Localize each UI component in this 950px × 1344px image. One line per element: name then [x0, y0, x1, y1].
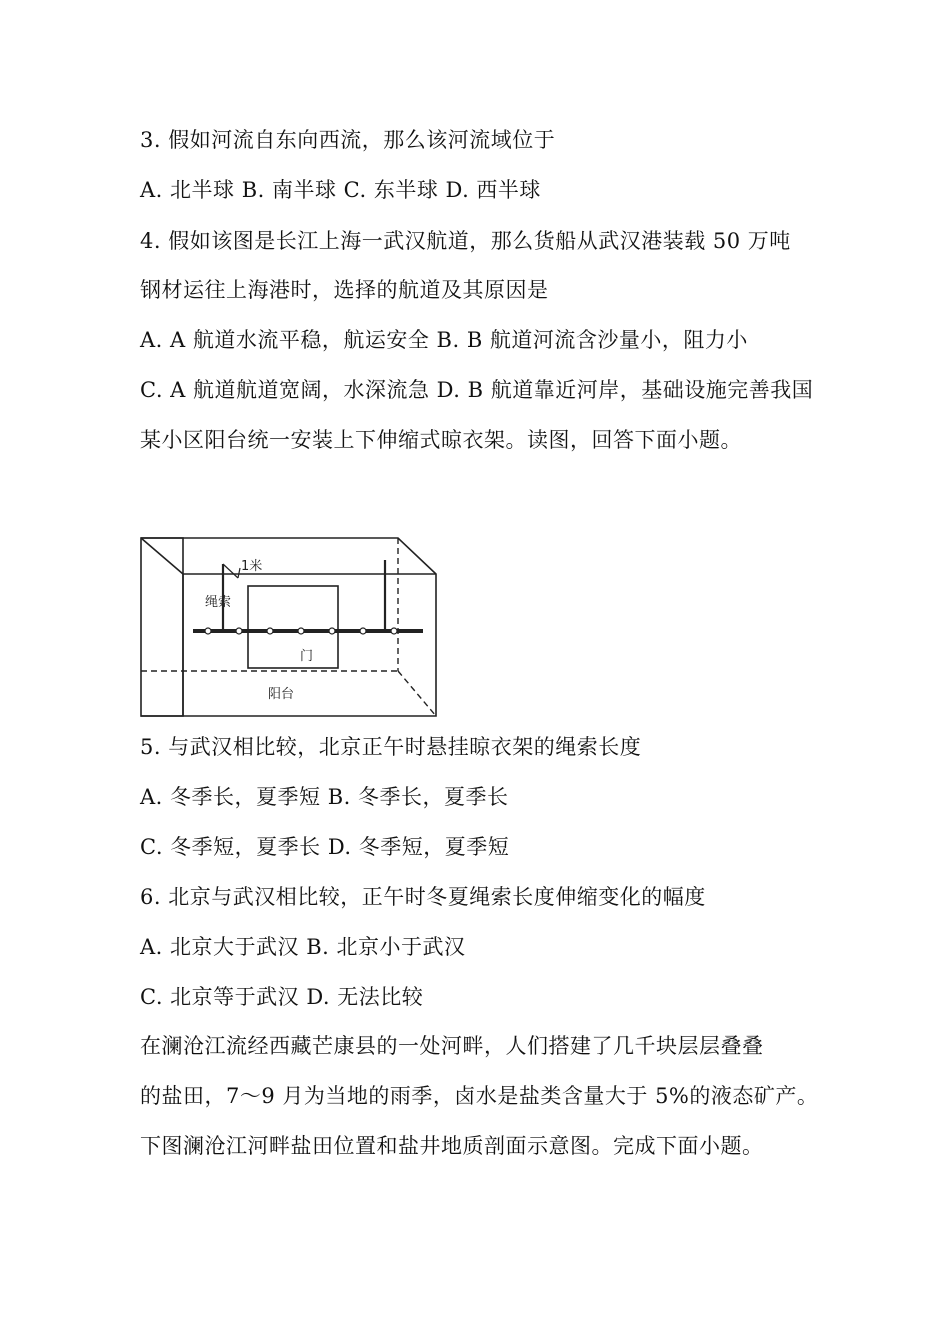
balcony-clothes-rack-figure: [138, 534, 440, 720]
question-5-options-cd: C. 冬季短，夏季长 D. 冬季短，夏季短: [140, 835, 510, 859]
question-6-options-ab: A. 北京大于武汉 B. 北京小于武汉: [140, 935, 466, 959]
question-3-stem: 3. 假如河流自东向西流，那么该河流域位于: [140, 128, 556, 152]
question-6-stem: 6. 北京与武汉相比较，正午时冬夏绳索长度伸缩变化的幅度: [140, 885, 706, 909]
question-5-options-ab: A. 冬季长，夏季短 B. 冬季长，夏季长: [140, 785, 509, 809]
door-outline: [248, 586, 338, 668]
passage-salt-field-line1: 在澜沧江流经西藏芒康县的一处河畔，人们搭建了几千块层层叠叠: [140, 1034, 764, 1058]
question-3-options: A. 北半球 B. 南半球 C. 东半球 D. 西半球: [140, 178, 541, 202]
box-left-face: [141, 538, 183, 716]
label-one-meter: 1米: [241, 559, 263, 574]
question-4-stem-line2: 钢材运往上海港时，选择的航道及其原因是: [140, 278, 549, 302]
label-door: 门: [300, 649, 314, 664]
question-6-options-cd: C. 北京等于武汉 D. 无法比较: [140, 985, 424, 1009]
passage-intro-clothes-rack: 某小区阳台统一安装上下伸缩式晾衣架。读图，回答下面小题。: [140, 428, 742, 452]
label-balcony: 阳台: [268, 687, 295, 702]
question-4-options-cd: C. A 航道航道宽阔，水深流急 D. B 航道靠近河岸，基础设施完善我国: [140, 378, 814, 402]
passage-salt-field-line3: 下图澜沧江河畔盐田位置和盐井地质剖面示意图。完成下面小题。: [140, 1134, 764, 1158]
passage-salt-field-line2: 的盐田，7～9 月为当地的雨季，卤水是盐类含量大于 5%的液态矿产。: [140, 1084, 819, 1108]
question-4-stem-line1: 4. 假如该图是长江上海一武汉航道，那么货船从武汉港装载 50 万吨: [140, 229, 791, 253]
question-4-options-ab: A. A 航道水流平稳，航运安全 B. B 航道河流含沙量小，阻力小: [140, 328, 748, 352]
label-rope: 绳索: [205, 595, 232, 610]
question-5-stem: 5. 与武汉相比较，北京正午时悬挂晾衣架的绳索长度: [140, 735, 642, 759]
